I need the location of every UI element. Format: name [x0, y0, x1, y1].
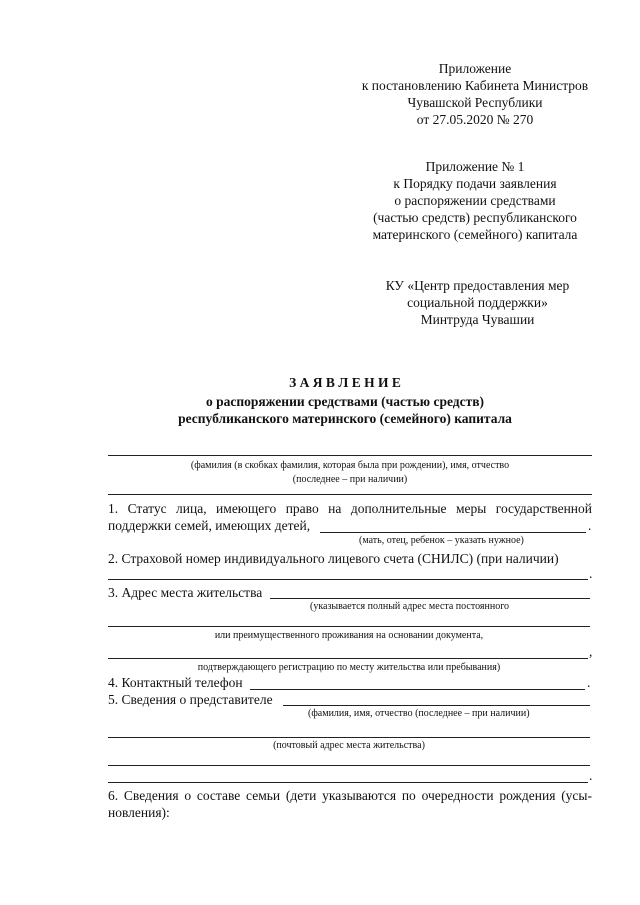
item5-end: .: [589, 768, 593, 783]
item1-line2: поддержки семей, имеющих детей,: [108, 518, 311, 533]
item4-end: .: [587, 675, 591, 690]
item5-address-field[interactable]: [108, 737, 590, 738]
document-subtitle-line1: о распоряжении средствами (частью средств): [205, 394, 485, 409]
item3-address-field[interactable]: [270, 598, 590, 599]
appendix-sub-line4: (частью средств) республиканского: [373, 210, 577, 225]
item3-address-field-3[interactable]: [108, 658, 588, 659]
item5-hint1: (фамилия, имя, отчество (последнее – при наличии): [308, 708, 530, 719]
item2-end: .: [589, 566, 593, 581]
item1-status-field[interactable]: [320, 532, 586, 533]
appendix-main-line1: Приложение: [438, 61, 512, 76]
appendix-sub-line5: материнского (семейного) капитала: [372, 227, 578, 242]
item3-line1: 3. Адрес места жительства: [108, 585, 263, 600]
addressee-line2: социальной поддержки»: [407, 295, 548, 310]
item5-hint2: (почтовый адрес места жительства): [273, 740, 425, 751]
applicant-name-line-2[interactable]: [108, 494, 592, 495]
item5-line1: 5. Сведения о представителе: [108, 692, 273, 707]
appendix-sub-line1: Приложение № 1: [425, 159, 525, 174]
item2-line1: 2. Страховой номер индивидуального лицевого счета (СНИЛС) (при наличии): [108, 551, 559, 566]
item1-line1: 1. Статус лица, имеющего право на дополнительные меры государственной: [108, 501, 592, 516]
addressee-line3: Минтруда Чувашии: [420, 312, 535, 327]
appendix-sub-line2: к Порядку подачи заявления: [393, 176, 557, 191]
appendix-sub-line3: о распоряжении средствами: [394, 193, 556, 208]
appendix-main-date: от 27.05.2020 № 270: [416, 112, 534, 127]
item2-snils-field[interactable]: [108, 579, 588, 580]
document-subtitle-line2: республиканского материнского (семейного) капитала: [178, 411, 512, 426]
item6-line2: новления):: [108, 805, 170, 820]
item1-hint: (мать, отец, ребенок – указать нужное): [359, 535, 524, 546]
item5-address-field-3[interactable]: [108, 782, 588, 783]
document-title: З А Я В Л Е Н И Е: [289, 375, 401, 390]
applicant-name-hint1: (фамилия (в скобках фамилия, которая была при рождении), имя, отчество: [190, 460, 510, 471]
item5-representative-field[interactable]: [283, 705, 590, 706]
item4-line1: 4. Контактный телефон: [108, 675, 243, 690]
item3-hint1: (указывается полный адрес места постоянного: [310, 601, 510, 612]
item1-end: .: [588, 518, 592, 533]
item3-hint3: подтверждающего регистрацию по месту жительства или пребывания): [197, 662, 501, 673]
appendix-main-line2: к постановлению Кабинета Министров: [361, 78, 589, 93]
item3-hint2: или преимущественного проживания на основании документа,: [214, 630, 484, 641]
applicant-name-line[interactable]: [108, 455, 592, 456]
item3-address-field-2[interactable]: [108, 626, 590, 627]
appendix-main-line3: Чувашской Республики: [407, 95, 543, 110]
item6-line1: 6. Сведения о составе семьи (дети указываются по очередности рождения (усы-: [108, 788, 592, 803]
addressee-line1: КУ «Центр предоставления мер: [385, 278, 570, 293]
item3-end: ,: [589, 644, 593, 659]
item5-address-field-2[interactable]: [108, 765, 590, 766]
applicant-name-hint2: (последнее – при наличии): [292, 474, 408, 485]
item4-phone-field[interactable]: [250, 689, 585, 690]
